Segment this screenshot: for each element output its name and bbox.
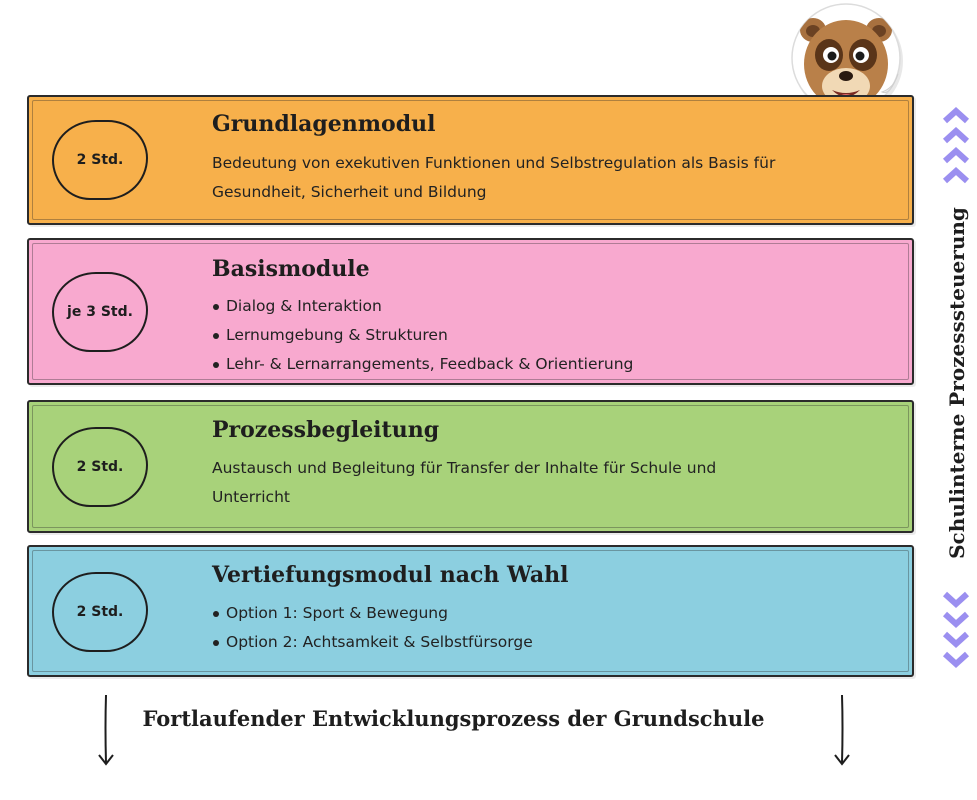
duration-badge: 2 Std. (52, 427, 148, 507)
arrow-down-icon (832, 693, 852, 771)
description-line: Unterricht (212, 488, 290, 506)
duration-badge: 2 Std. (52, 572, 148, 652)
arrow-down-icon (96, 693, 116, 771)
list-item: Option 2: Achtsamkeit & Selbstfürsorge (212, 628, 533, 657)
module-title: Grundlagenmodul (212, 111, 436, 137)
list-item: Dialog & Interaktion (212, 292, 633, 321)
module-grundlagenmodul (27, 95, 914, 225)
module-vertiefungsmodul (27, 545, 914, 677)
module-prozessbegleitung (27, 400, 914, 533)
module-title: Vertiefungsmodul nach Wahl (212, 562, 569, 588)
chevron-down-icon (941, 590, 971, 674)
side-label: Schulinterne Prozesssteuerung (945, 207, 969, 559)
description-line: Bedeutung von exekutiven Funktionen und Selbstregulation als Basis für (212, 154, 776, 172)
list-item: Lernumgebung & Strukturen (212, 321, 633, 350)
module-description (212, 454, 872, 512)
duration-badge: 2 Std. (52, 120, 148, 200)
duration-badge: je 3 Std. (52, 272, 148, 352)
module-title: Prozessbegleitung (212, 417, 440, 443)
description-line: Gesundheit, Sicherheit und Bildung (212, 183, 487, 201)
description-line: Austausch und Begleitung für Transfer der Inhalte für Schule und (212, 459, 717, 477)
module-bullet-list (212, 292, 633, 379)
footer-caption: Fortlaufender Entwicklungsprozess der Grundschule (142, 706, 765, 731)
chevron-up-icon (941, 105, 971, 189)
list-item: Option 1: Sport & Bewegung (212, 599, 533, 628)
module-title: Basismodule (212, 256, 370, 282)
module-description (212, 149, 872, 207)
module-bullet-list (212, 599, 533, 657)
list-item: Lehr- & Lernarrangements, Feedback & Orientierung (212, 350, 633, 379)
module-basismodule (27, 238, 914, 385)
